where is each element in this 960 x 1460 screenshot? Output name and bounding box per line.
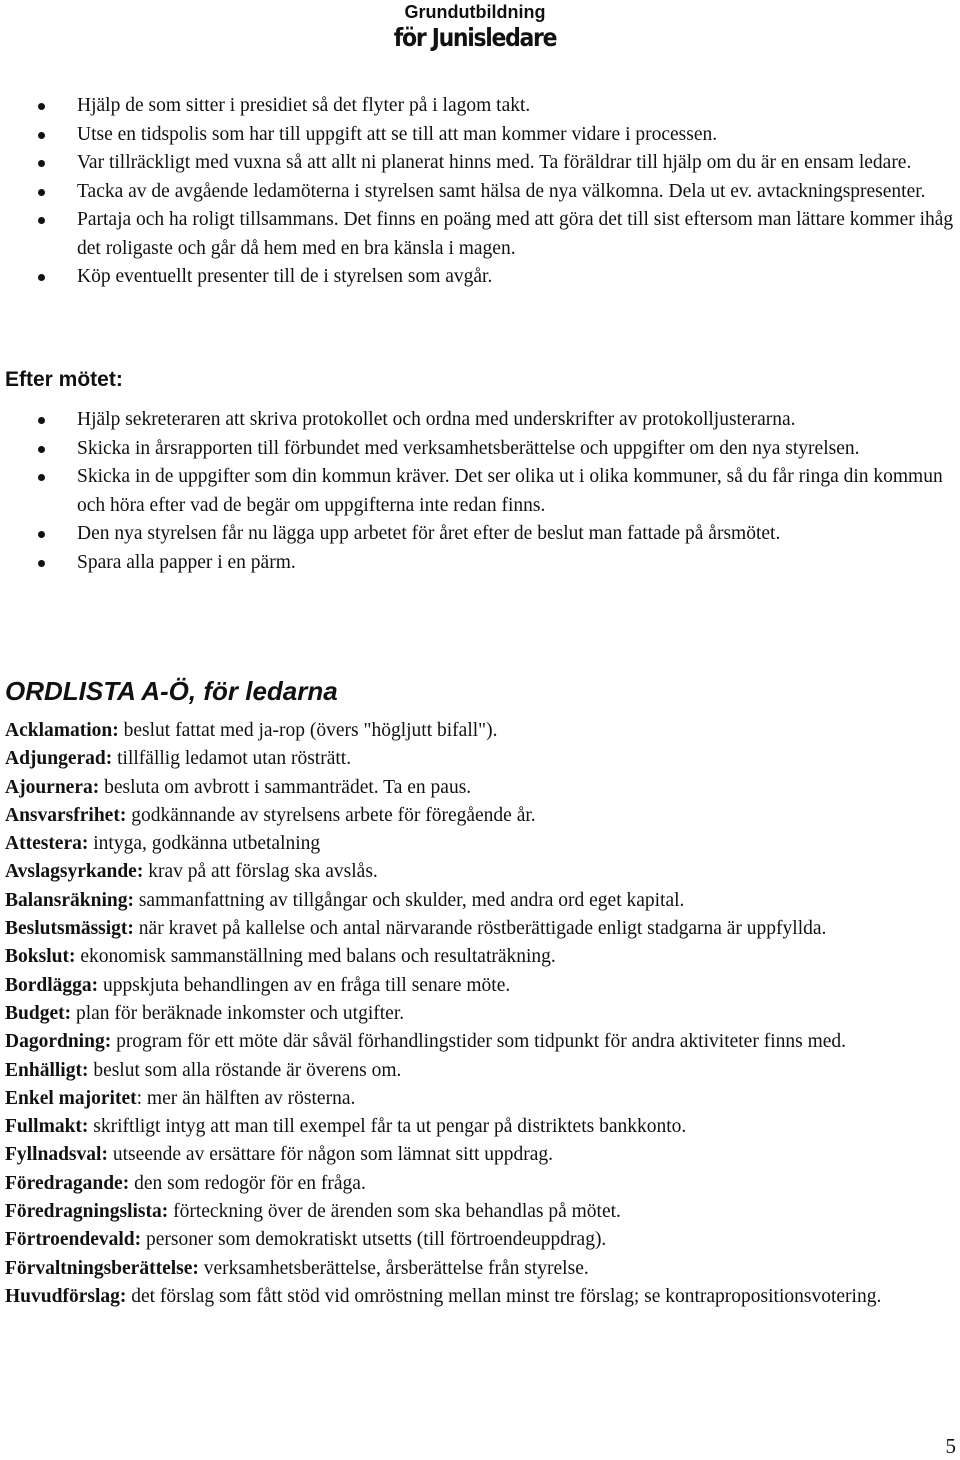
after-meeting-heading: Efter mötet: [5,368,123,391]
bullet-icon [38,531,45,538]
bullet-icon [38,132,45,139]
glossary-entry [5,802,955,830]
glossary-entry [5,943,955,971]
after-meeting-list [0,406,960,577]
meeting-tips-list [0,92,960,292]
list-item-text: Var tillräckligt med vuxna så att allt ni planerat hinns med. Ta föräldrar till hjälp om du är en ensam ledare. [77,152,912,173]
glossary-term: Fyllnadsval: [5,1144,108,1166]
glossary-definition: skriftligt intyg att man till exempel får ta ut pengar på distriktets bankkonto. [88,1116,687,1138]
glossary-entry [5,1141,955,1169]
glossary-term: Acklamation: [5,720,119,741]
bullet-icon [38,189,45,196]
list-item [0,121,960,150]
glossary-definition: utseende av ersättare för någon som lämnat sitt uppdrag. [107,1144,554,1166]
glossary-definition: personer som demokratiskt utsetts (till förtroendeuppdrag). [141,1229,607,1251]
document-header [380,0,570,53]
header-title-line1: Grundutbildning [404,2,546,22]
glossary-definition: beslut som alla röstande är överens om. [88,1059,402,1081]
list-item [0,406,960,435]
glossary-term: Ajournera: [5,776,100,798]
list-item-text: Skicka in årsrapporten till förbundet med verksamhetsberättelse och uppgifter om den nya styrelsen. [77,437,860,459]
list-item [0,149,960,178]
glossary-definition: intyga, godkänna utbetalning [88,833,321,855]
list-item-text: Tacka av de avgående ledamöterna i styrelsen samt hälsa de nya välkomna. Dela ut ev. avtackningspresenter. [77,180,926,202]
glossary-entry [5,717,955,745]
glossary-list [5,717,955,1311]
glossary-definition: ekonomisk sammanställning med balans och resultaträkning. [75,946,556,968]
glossary-entry [5,1226,955,1254]
glossary-entry [5,745,955,773]
list-item [0,520,960,549]
glossary-entry [5,1028,955,1056]
list-item [0,549,960,578]
glossary-definition: när kravet på kallelse och antal närvarande röstberättigade enligt stadgarna är uppfyllda. [133,918,827,940]
glossary-term: Avslagsyrkande: [5,861,144,883]
glossary-entry [5,1170,955,1198]
glossary-definition: förteckning över de ärenden som ska behandlas på mötet. [168,1201,621,1223]
glossary-entry [5,774,955,802]
glossary-term: Fullmakt: [5,1116,89,1138]
glossary-term: Bokslut: [5,946,76,968]
bullet-icon [38,446,45,453]
glossary-definition: sammanfattning av tillgångar och skulder, med andra ord eget kapital. [133,889,685,911]
list-item-text: Utse en tidspolis som har till uppgift att se till att man kommer vidare i processen. [77,123,718,145]
list-item-text: Partaja och ha roligt tillsammans. Det finns en poäng med att göra det till sist eftersom man lättare kommer ihåg det roligaste och går då hem med en bra känsla i magen. [77,209,954,259]
glossary-term: Bordlägga: [5,974,99,996]
header-title-line2: för Junisledare [393,23,557,52]
glossary-term: Huvudförslag: [5,1285,127,1307]
glossary-entry [5,972,955,1000]
glossary-definition: uppskjuta behandlingen av en fråga till senare möte. [98,974,511,996]
glossary-term: Dagordning: [5,1031,112,1053]
glossary-definition: plan för beräknade inkomster och utgifter. [71,1002,405,1024]
glossary-definition: det förslag som fått stöd vid omröstning mellan minst tre förslag; se kontrapropositionsvotering. [126,1285,882,1307]
list-item-text: Skicka in de uppgifter som din kommun kräver. Det ser olika ut i olika kommuner, så du får ringa din kommun och höra efter vad de begär om uppgifterna inte redan finns. [77,466,943,516]
bullet-icon [38,103,45,110]
list-item [0,463,960,520]
glossary-definition: : mer än hälften av rösterna. [136,1087,356,1109]
glossary-definition: verksamhetsberättelse, årsberättelse från styrelse. [198,1257,589,1279]
page-number: 5 [945,1434,956,1458]
glossary-entry [5,830,955,858]
glossary-entry [5,1085,955,1113]
list-item-text: Hjälp de som sitter i presidiet så det flyter på i lagom takt. [77,95,531,116]
glossary-definition: tillfällig ledamot utan rösträtt. [112,748,352,770]
glossary-entry [5,887,955,915]
bullet-icon [38,274,45,281]
glossary-definition: beslut fattat med ja-rop (övers "högljutt bifall"). [118,720,498,741]
list-item [0,92,960,121]
glossary-term: Föredragningslista: [5,1201,169,1223]
glossary-term: Beslutsmässigt: [5,918,134,940]
glossary-term: Enkel majoritet [5,1087,137,1109]
glossary-entry [5,915,955,943]
glossary-term: Adjungerad: [5,748,113,770]
glossary-entry [5,1113,955,1141]
glossary-definition: program för ett möte där såväl förhandlingstider som tidpunkt för andra aktiviteter finns med. [111,1031,847,1053]
glossary-term: Förtroendevald: [5,1229,142,1251]
glossary-heading: ORDLISTA A-Ö, för ledarna [5,676,338,706]
glossary-term: Ansvarsfrihet: [5,804,127,826]
glossary-term: Budget: [5,1002,72,1024]
bullet-icon [38,417,45,424]
glossary-entry [5,1198,955,1226]
glossary-entry [5,1000,955,1028]
list-item [0,263,960,292]
list-item-text: Spara alla papper i en pärm. [77,551,296,573]
list-item [0,206,960,263]
glossary-entry [5,1255,955,1283]
list-item-text: Köp eventuellt presenter till de i styrelsen som avgår. [77,266,493,287]
glossary-definition: krav på att förslag ska avslås. [143,861,378,883]
glossary-entry [5,1283,955,1311]
glossary-definition: godkännande av styrelsens arbete för föregående år. [126,804,536,826]
bullet-icon [38,474,45,481]
glossary-term: Balansräkning: [5,889,134,911]
list-item-text: Den nya styrelsen får nu lägga upp arbetet för året efter de beslut man fattade på årsmötet. [77,523,781,544]
bullet-icon [38,160,45,167]
bullet-icon [38,217,45,224]
list-item [0,178,960,207]
glossary-term: Enhälligt: [5,1059,89,1081]
bullet-icon [38,560,45,567]
glossary-term: Förvaltningsberättelse: [5,1257,199,1279]
list-item [0,435,960,464]
glossary-term: Attestera: [5,833,89,855]
glossary-definition: besluta om avbrott i sammanträdet. Ta en paus. [99,776,472,798]
glossary-entry [5,1057,955,1085]
glossary-term: Föredragande: [5,1172,130,1194]
glossary-definition: den som redogör för en fråga. [129,1172,366,1194]
list-item-text: Hjälp sekreteraren att skriva protokollet och ordna med underskrifter av protokolljusterarna. [77,409,796,430]
glossary-entry [5,858,955,886]
